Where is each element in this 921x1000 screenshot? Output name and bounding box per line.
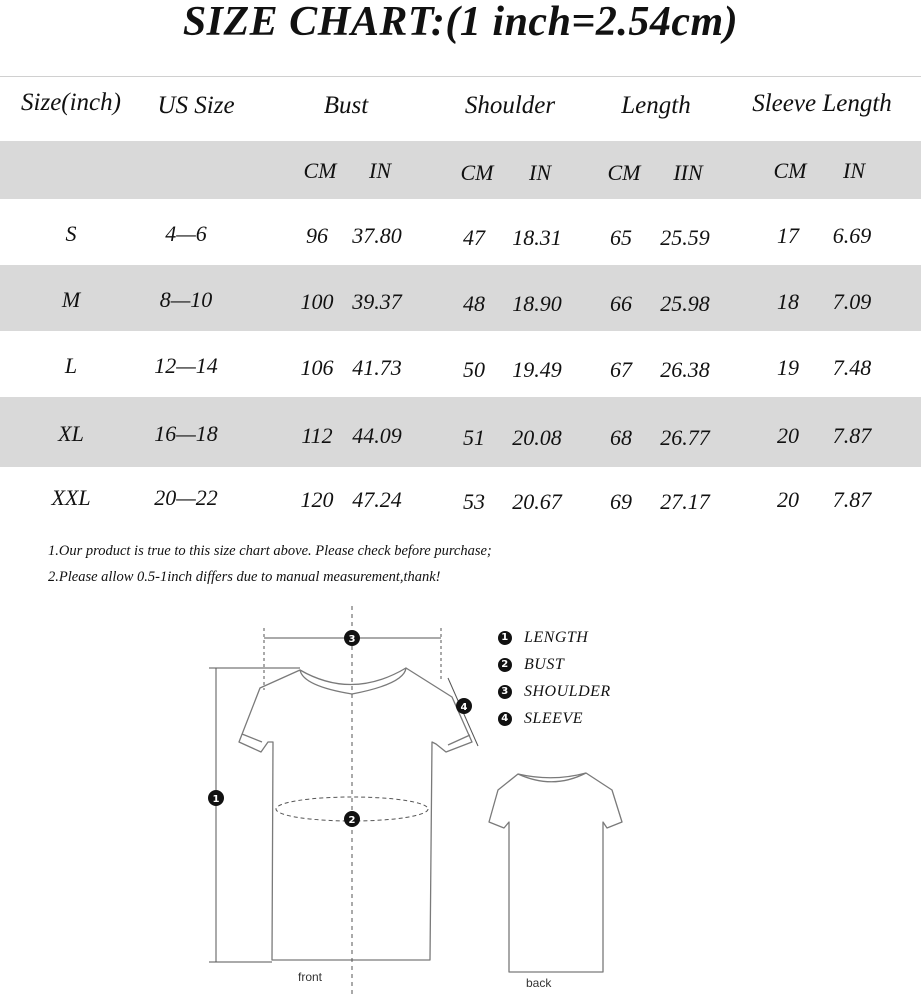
size-cell: L	[64, 353, 78, 378]
tshirt-measurement-diagram	[0, 596, 921, 1000]
sleeve-in-cell: 7.87	[832, 423, 872, 448]
legend-label: SLEEVE	[524, 709, 583, 727]
legend-label: SHOULDER	[524, 682, 611, 700]
legend-label: LENGTH	[524, 628, 589, 646]
us-size-cell: 20—22	[154, 485, 218, 510]
size-cell: M	[61, 287, 81, 312]
table-row	[0, 397, 921, 467]
length-in-cell: 25.59	[660, 225, 710, 250]
us-size-cell: 12—14	[154, 353, 218, 378]
length-in-cell: 26.77	[660, 425, 710, 450]
sleeve-cm-cell: 20	[777, 423, 799, 448]
us-size-cell: 8—10	[159, 287, 213, 312]
header-bust: Bust	[323, 92, 369, 119]
svg-text:4: 4	[460, 702, 468, 713]
shoulder-in-cell: 20.67	[512, 489, 562, 514]
sleeve-cm-cell: 17	[777, 223, 799, 248]
legend-item-shoulder	[498, 678, 611, 705]
shoulder-in-cell: 20.08	[512, 425, 562, 450]
bust-in-cell: 44.09	[352, 423, 402, 448]
length-cm-cell: 65	[610, 225, 632, 250]
shoulder-in-cell: 18.31	[512, 225, 562, 250]
number-badge-icon: 2	[498, 658, 512, 672]
header-us-size: US Size	[157, 92, 235, 119]
subheader-length-in: IIN	[673, 160, 703, 185]
legend-label: BUST	[524, 655, 565, 673]
note-item: 1.Our product is true to this size chart above. Please check before purchase;	[48, 543, 492, 559]
table-header-row	[0, 77, 921, 141]
header-sleeve-length: Sleeve Length	[752, 90, 892, 117]
bust-in-cell: 37.80	[352, 223, 402, 248]
front-caption: front	[298, 970, 323, 984]
bust-cm-cell: 100	[300, 289, 334, 314]
sleeve-cm-cell: 18	[777, 289, 799, 314]
size-cell: XL	[58, 421, 84, 446]
header-shoulder: Shoulder	[464, 92, 556, 119]
bust-cm-cell: 96	[306, 223, 328, 248]
header-size: Size(inch)	[21, 89, 121, 116]
back-caption: back	[526, 976, 552, 990]
subheader-length-cm: CM	[607, 160, 641, 185]
subheader-shoulder-in: IN	[529, 160, 551, 185]
shoulder-cm-cell: 48	[463, 291, 485, 316]
legend-item-bust	[498, 651, 611, 678]
note-item: 2.Please allow 0.5-1inch differs due to manual measurement,thank!	[48, 569, 441, 585]
number-badge-icon: 4	[498, 712, 512, 726]
subheader-bust-cm: CM	[303, 158, 337, 183]
bust-in-cell: 47.24	[352, 487, 402, 512]
number-badge-icon: 1	[498, 631, 512, 645]
bust-in-cell: 41.73	[352, 355, 402, 380]
bust-cm-cell: 112	[301, 423, 333, 448]
shoulder-in-cell: 18.90	[512, 291, 562, 316]
length-in-cell: 25.98	[660, 291, 710, 316]
bust-in-cell: 39.37	[352, 289, 402, 314]
bust-cm-cell: 120	[300, 487, 334, 512]
shoulder-cm-cell: 50	[463, 357, 485, 382]
table-row	[0, 331, 921, 397]
shoulder-in-cell: 19.49	[512, 357, 562, 382]
length-cm-cell: 67	[610, 357, 632, 382]
table-subheader-row	[0, 141, 921, 199]
subheader-sleeve-in: IN	[843, 158, 865, 183]
number-badge-icon: 3	[498, 685, 512, 699]
shoulder-cm-cell: 47	[463, 225, 485, 250]
bust-cm-cell: 106	[300, 355, 334, 380]
length-cm-cell: 69	[610, 489, 632, 514]
size-cell: XXL	[51, 485, 91, 510]
sleeve-in-cell: 7.87	[832, 487, 872, 512]
length-cm-cell: 66	[610, 291, 632, 316]
length-in-cell: 26.38	[660, 357, 710, 382]
svg-text:1: 1	[212, 794, 220, 805]
length-cm-cell: 68	[610, 425, 632, 450]
subheader-shoulder-cm: CM	[460, 160, 494, 185]
header-length: Length	[621, 92, 691, 119]
size-table	[0, 76, 921, 534]
sleeve-cm-cell: 20	[777, 487, 799, 512]
legend-item-length	[498, 624, 611, 651]
size-cell: S	[65, 221, 77, 246]
back-shirt-outline	[489, 773, 622, 972]
subheader-sleeve-cm: CM	[773, 158, 807, 183]
table-row	[0, 265, 921, 331]
shoulder-cm-cell: 51	[463, 425, 485, 450]
svg-text:2: 2	[348, 815, 356, 826]
measurement-legend	[498, 624, 611, 732]
page-title: SIZE CHART:(1 inch=2.54cm)	[182, 0, 739, 45]
notes	[48, 538, 492, 590]
sleeve-in-cell: 6.69	[832, 223, 872, 248]
subheader-bust-in: IN	[369, 158, 391, 183]
legend-item-sleeve	[498, 705, 611, 732]
sleeve-in-cell: 7.48	[832, 355, 872, 380]
us-size-cell: 16—18	[154, 421, 218, 446]
svg-text:3: 3	[348, 634, 356, 645]
length-in-cell: 27.17	[660, 489, 710, 514]
sleeve-cm-cell: 19	[777, 355, 799, 380]
us-size-cell: 4—6	[165, 221, 207, 246]
table-row	[0, 199, 921, 265]
table-row	[0, 467, 921, 534]
shoulder-cm-cell: 53	[463, 489, 485, 514]
sleeve-in-cell: 7.09	[832, 289, 872, 314]
